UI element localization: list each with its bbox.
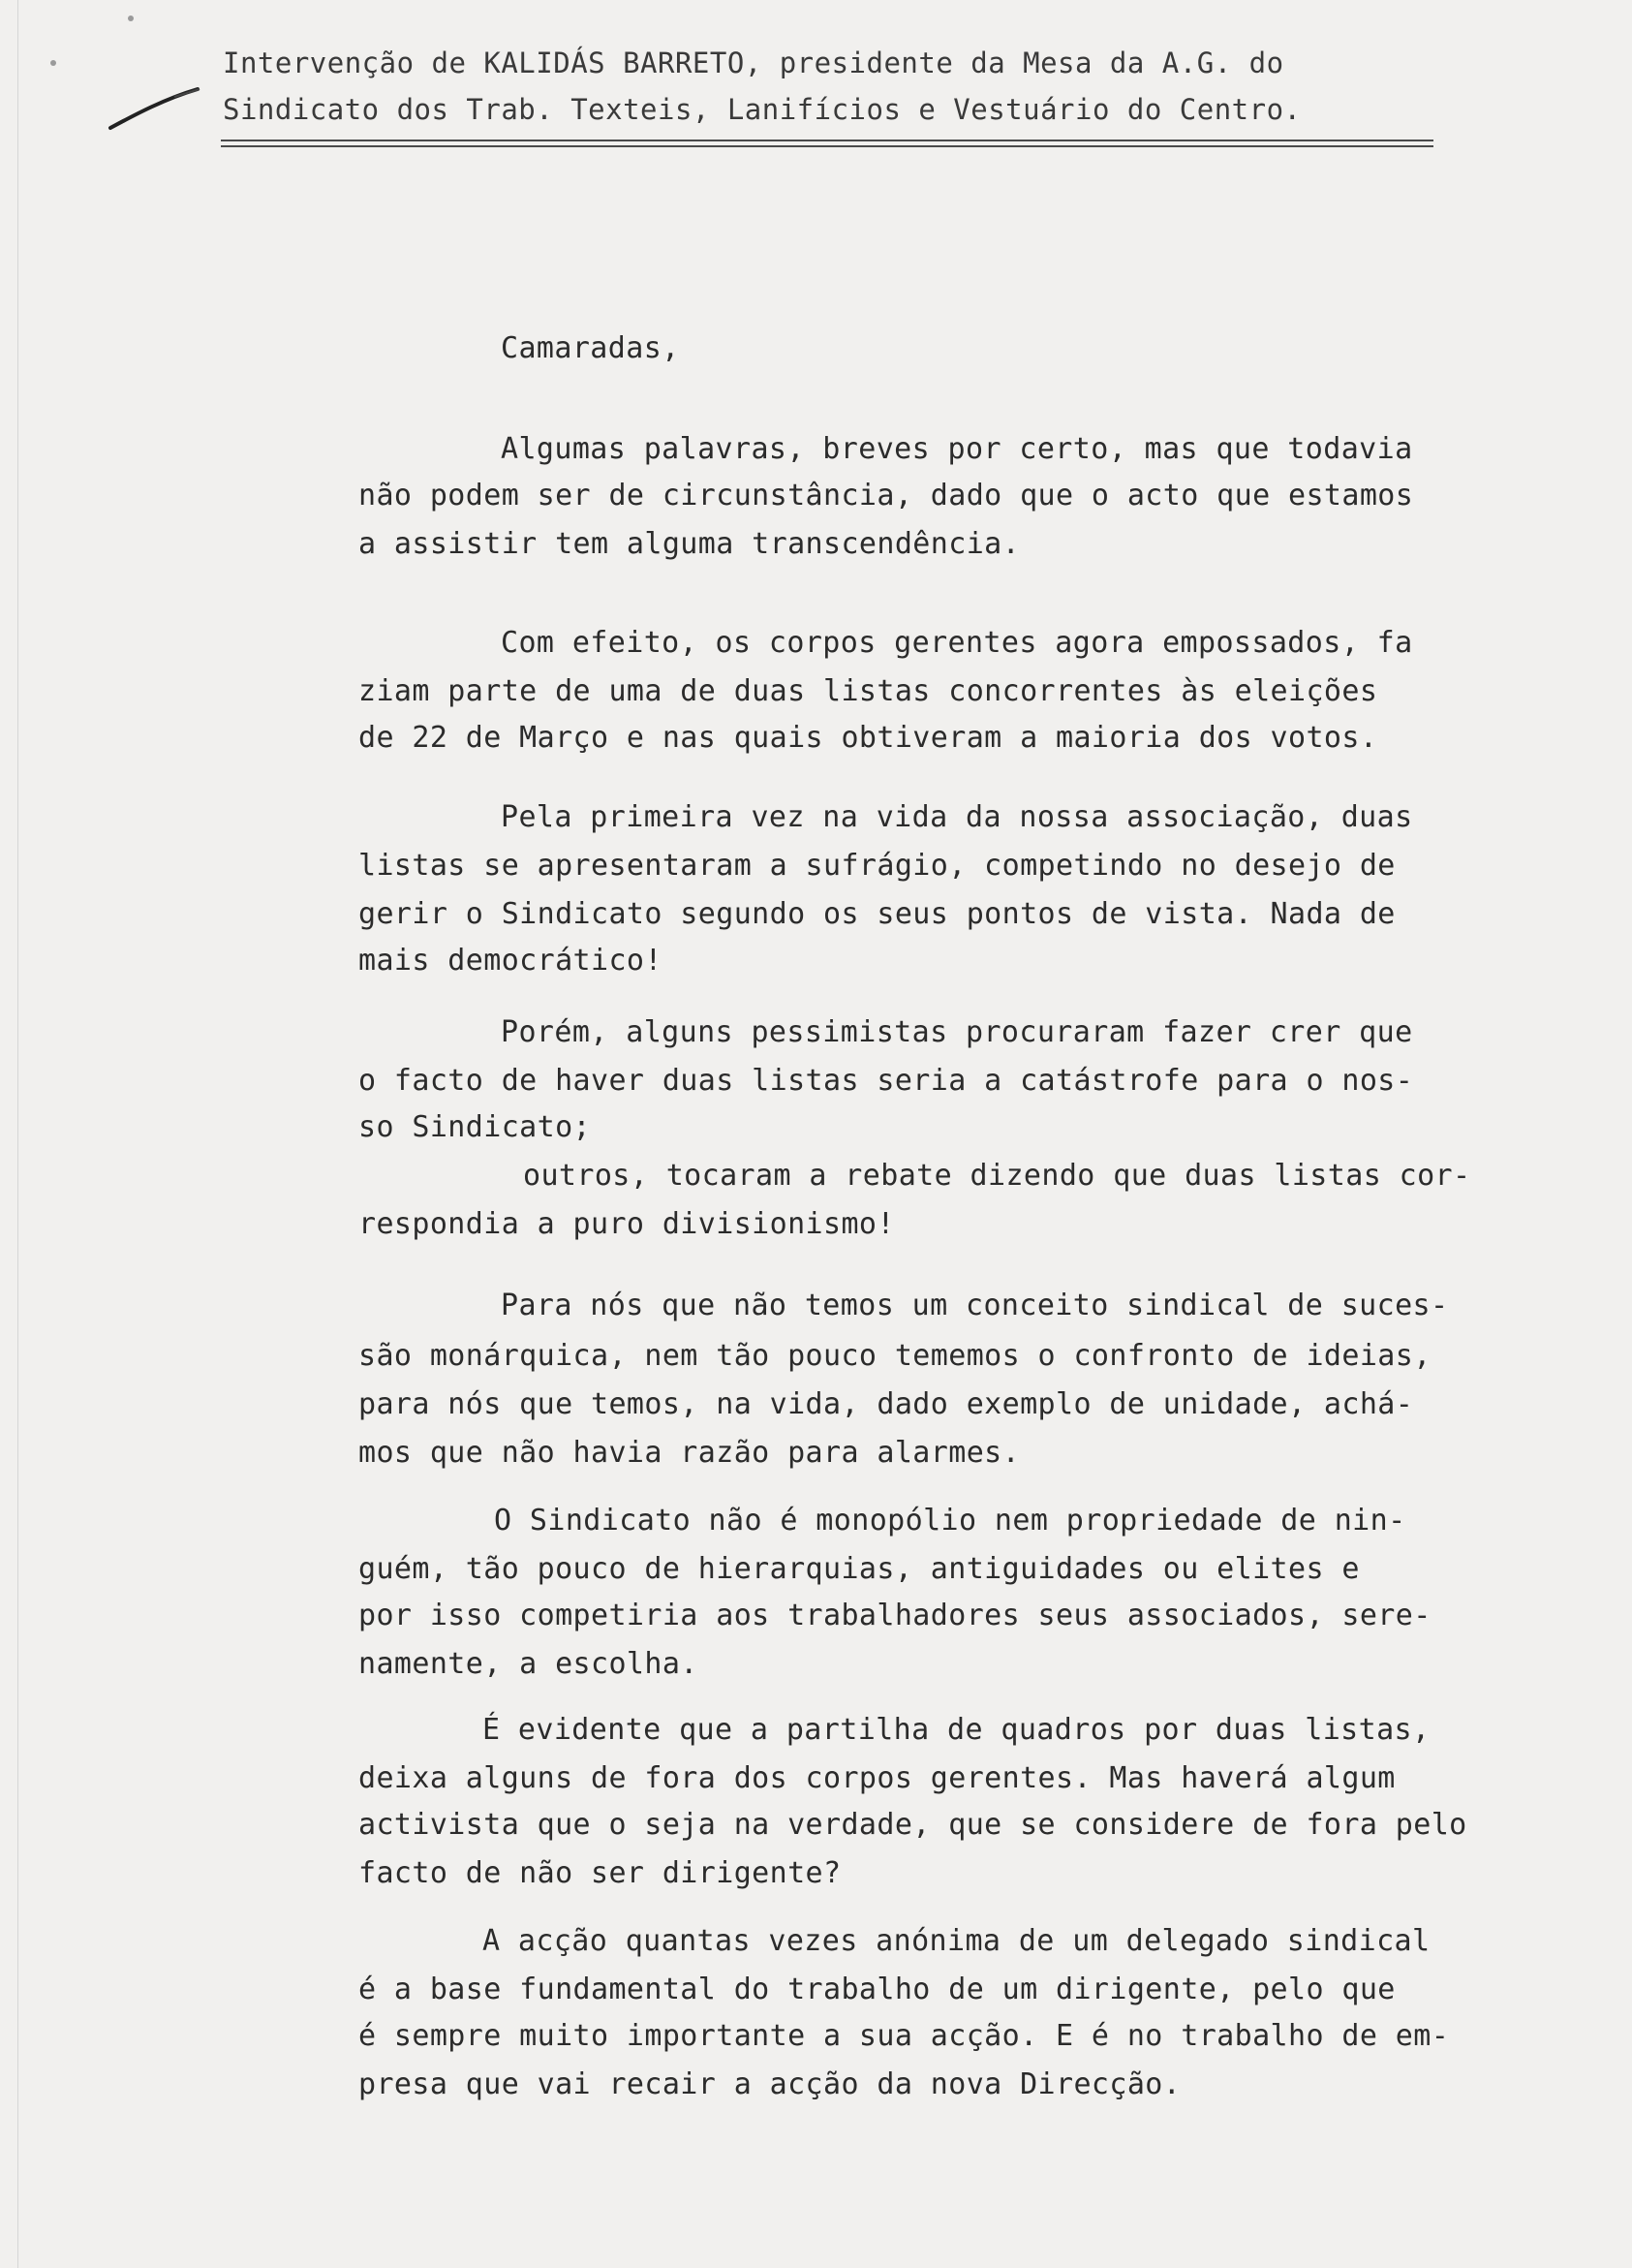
p5-line-3: para nós que temos, na vida, dado exemplo de unidade, achá- [358,1387,1414,1421]
header-line-2: Sindicato dos Trab. Texteis, Lanifícios e Vestuário do Centro. [223,93,1302,126]
p3-line-3: gerir o Sindicato segundo os seus pontos de vista. Nada de [358,897,1396,931]
p3-line-2: listas se apresentaram a sufrágio, competindo no desejo de [358,849,1396,883]
p4-line-4: outros, tocaram a rebate dizendo que duas listas cor- [523,1159,1471,1193]
p8-line-1: A acção quantas vezes anónima de um delegado sindical [482,1924,1431,1958]
p1-line-3: a assistir tem alguma transcendência. [358,527,1021,561]
p6-line-4: namente, a escolha. [358,1647,698,1681]
p2-line-2: ziam parte de uma de duas listas concorrentes às eleições [358,674,1378,708]
paper-speck [128,16,134,21]
page-edge [17,0,18,2268]
header-line-1: Intervenção de KALIDÁS BARRETO, presidente da Mesa da A.G. do [223,47,1284,79]
p7-line-3: activista que o seja na verdade, que se considere de fora pelo [358,1808,1467,1842]
p4-line-5: respondia a puro divisionismo! [358,1207,895,1241]
p6-line-3: por isso competiria aos trabalhadores seus associados, sere- [358,1599,1432,1632]
p2-line-3: de 22 de Março e nas quais obtiveram a maioria dos votos. [358,721,1378,755]
salutation: Camaradas, [501,331,680,365]
p8-line-3: é sempre muito importante a sua acção. E é no trabalho de em- [358,2019,1450,2053]
p7-line-4: facto de não ser dirigente? [358,1856,842,1890]
p8-line-2: é a base fundamental do trabalho de um dirigente, pelo que [358,1973,1396,2006]
p7-line-2: deixa alguns de fora dos corpos gerentes. Mas haverá algum [358,1761,1396,1795]
header-underline [221,140,1433,153]
p4-line-3: so Sindicato; [358,1110,591,1144]
p6-line-2: guém, tão pouco de hierarquias, antiguidades ou elites e [358,1552,1360,1586]
p8-line-4: presa que vai recair a acção da nova Direcção. [358,2067,1182,2101]
p4-line-1: Porém, alguns pessimistas procuraram fazer crer que [501,1015,1413,1049]
p1-line-1: Algumas palavras, breves por certo, mas que todavia [501,432,1413,466]
paper-speck [50,60,56,66]
p6-line-1: O Sindicato não é monopólio nem propriedade de nin- [494,1504,1406,1538]
pen-stroke-mark [107,85,203,134]
p4-line-2: o facto de haver duas listas seria a catástrofe para o nos- [358,1064,1414,1098]
p5-line-2: são monárquica, nem tão pouco tememos o confronto de ideias, [358,1339,1432,1373]
p2-line-1: Com efeito, os corpos gerentes agora empossados, fa [501,626,1413,660]
p3-line-1: Pela primeira vez na vida da nossa associação, duas [501,800,1413,834]
p5-line-4: mos que não havia razão para alarmes. [358,1436,1021,1470]
p5-line-1: Para nós que não temos um conceito sindical de suces- [501,1289,1449,1322]
p1-line-2: não podem ser de circunstância, dado que o acto que estamos [358,479,1414,513]
p3-line-4: mais democrático! [358,944,662,978]
p7-line-1: É evidente que a partilha de quadros por duas listas, [482,1713,1431,1747]
